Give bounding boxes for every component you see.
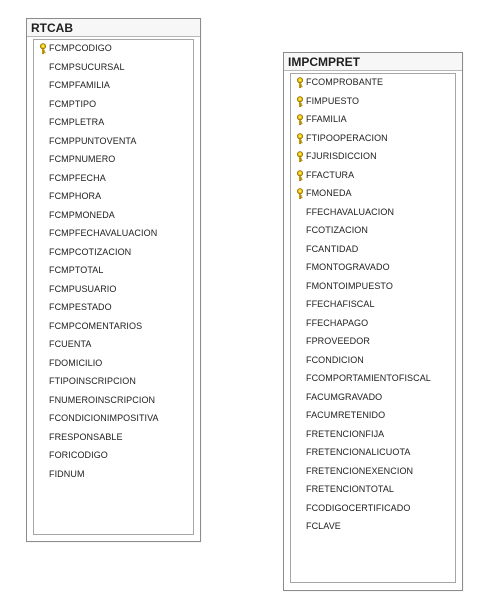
field-row[interactable] <box>34 373 193 392</box>
field-name: FPROVEEDOR <box>306 336 370 346</box>
field-name: FORICODIGO <box>49 450 108 460</box>
table-fields-list[interactable] <box>290 73 456 583</box>
table-impcmpret[interactable] <box>283 52 463 591</box>
table-title: IMPCMPRET <box>284 53 462 71</box>
field-name: FCMPCOTIZACION <box>49 246 132 257</box>
field-row[interactable] <box>291 352 455 371</box>
field-name: FCMPMONEDA <box>49 209 115 220</box>
field-row[interactable] <box>291 370 455 389</box>
field-row[interactable] <box>291 389 455 408</box>
field-name: FTIPOOPERACION <box>306 132 388 143</box>
field-row[interactable] <box>291 148 455 167</box>
field-name: FFACTURA <box>306 169 355 180</box>
field-row[interactable] <box>291 278 455 297</box>
field-row[interactable] <box>34 244 193 263</box>
key-icon <box>296 114 304 126</box>
field-name: FCOTIZACION <box>306 225 368 235</box>
field-name: FCMPFAMILIA <box>49 80 110 90</box>
field-name: FCMPUSUARIO <box>49 283 117 294</box>
field-row[interactable] <box>34 392 193 411</box>
field-name: FTIPOINSCRIPCION <box>49 376 136 386</box>
field-row[interactable] <box>291 130 455 149</box>
field-row[interactable] <box>291 111 455 130</box>
field-name: FCODIGOCERTIFICADO <box>306 502 411 513</box>
field-name: FFECHAFISCAL <box>306 299 375 309</box>
field-name: FFECHAPAGO <box>306 317 369 328</box>
field-row[interactable] <box>34 447 193 466</box>
field-row[interactable] <box>291 315 455 334</box>
field-name: FCMPLETRA <box>49 117 105 127</box>
field-row[interactable] <box>291 222 455 241</box>
field-name: FCOMPORTAMIENTOFISCAL <box>306 373 431 383</box>
table-title: RTCAB <box>27 19 200 37</box>
field-row[interactable] <box>34 77 193 96</box>
field-name: FFAMILIA <box>306 114 347 124</box>
field-row[interactable] <box>34 318 193 337</box>
field-row[interactable] <box>291 185 455 204</box>
field-name: FACUMGRAVADO <box>306 391 383 402</box>
field-row[interactable] <box>291 93 455 112</box>
field-row[interactable] <box>291 518 455 537</box>
field-row[interactable] <box>34 59 193 78</box>
field-row[interactable] <box>34 188 193 207</box>
field-row[interactable] <box>291 426 455 445</box>
field-row[interactable] <box>34 207 193 226</box>
key-icon <box>39 43 47 55</box>
field-row[interactable] <box>291 74 455 93</box>
table-fields-list[interactable] <box>33 39 194 535</box>
field-row[interactable] <box>34 170 193 189</box>
field-name: FCONDICION <box>306 354 364 365</box>
field-name: FIDNUM <box>49 468 85 479</box>
key-icon <box>296 151 304 163</box>
field-name: FMONTOIMPUESTO <box>306 280 393 291</box>
field-row[interactable] <box>34 429 193 448</box>
field-name: FCOMPROBANTE <box>306 77 384 87</box>
field-name: FCONDICIONIMPOSITIVA <box>49 413 159 423</box>
field-name: FCLAVE <box>306 521 341 531</box>
field-row[interactable] <box>34 299 193 318</box>
field-row[interactable] <box>34 40 193 59</box>
field-name: FRETENCIONALICUOTA <box>306 447 411 457</box>
field-name: FRETENCIONEXENCION <box>306 465 414 476</box>
field-row[interactable] <box>34 410 193 429</box>
field-row[interactable] <box>291 481 455 500</box>
field-name: FRETENCIONFIJA <box>306 428 385 439</box>
field-name: FDOMICILIO <box>49 357 103 368</box>
field-row[interactable] <box>34 262 193 281</box>
field-row[interactable] <box>291 167 455 186</box>
field-row[interactable] <box>34 133 193 152</box>
field-name: FCUENTA <box>49 339 92 349</box>
field-name: FJURISDICCION <box>306 151 377 161</box>
field-row[interactable] <box>291 296 455 315</box>
field-name: FCMPNUMERO <box>49 154 116 164</box>
field-name: FNUMEROINSCRIPCION <box>49 394 156 405</box>
field-row[interactable] <box>34 96 193 115</box>
field-name: FCANTIDAD <box>306 243 359 254</box>
key-icon <box>296 170 304 182</box>
field-row[interactable] <box>291 463 455 482</box>
field-row[interactable] <box>34 114 193 133</box>
field-name: FRETENCIONTOTAL <box>306 484 395 494</box>
field-row[interactable] <box>34 466 193 485</box>
field-row[interactable] <box>291 500 455 519</box>
field-name: FCMPTOTAL <box>49 265 104 275</box>
key-icon <box>296 133 304 145</box>
field-name: FCMPPUNTOVENTA <box>49 135 137 146</box>
field-name: FCMPCODIGO <box>49 43 112 53</box>
field-row[interactable] <box>291 204 455 223</box>
field-name: FCMPCOMENTARIOS <box>49 320 143 331</box>
field-name: FIMPUESTO <box>306 95 360 106</box>
field-row[interactable] <box>34 281 193 300</box>
field-name: FRESPONSABLE <box>49 431 123 442</box>
key-icon <box>296 96 304 108</box>
field-name: FCMPTIPO <box>49 98 97 109</box>
field-row[interactable] <box>34 336 193 355</box>
field-row[interactable] <box>291 444 455 463</box>
field-row[interactable] <box>291 259 455 278</box>
field-name: FFECHAVALUACION <box>306 206 395 217</box>
field-name: FCMPESTADO <box>49 302 112 312</box>
field-name: FCMPFECHAVALUACION <box>49 228 158 238</box>
field-name: FACUMRETENIDO <box>306 410 386 420</box>
key-icon <box>296 77 304 89</box>
field-row[interactable] <box>291 407 455 426</box>
key-icon <box>296 188 304 200</box>
field-row[interactable] <box>291 333 455 352</box>
field-name: FCMPFECHA <box>49 172 106 183</box>
field-name: FMONEDA <box>306 188 352 198</box>
field-row[interactable] <box>291 241 455 260</box>
field-name: FMONTOGRAVADO <box>306 262 390 272</box>
field-row[interactable] <box>34 225 193 244</box>
field-name: FCMPSUCURSAL <box>49 61 125 72</box>
field-name: FCMPHORA <box>49 191 102 201</box>
field-row[interactable] <box>34 355 193 374</box>
field-row[interactable] <box>34 151 193 170</box>
table-rtcab[interactable] <box>26 18 201 542</box>
